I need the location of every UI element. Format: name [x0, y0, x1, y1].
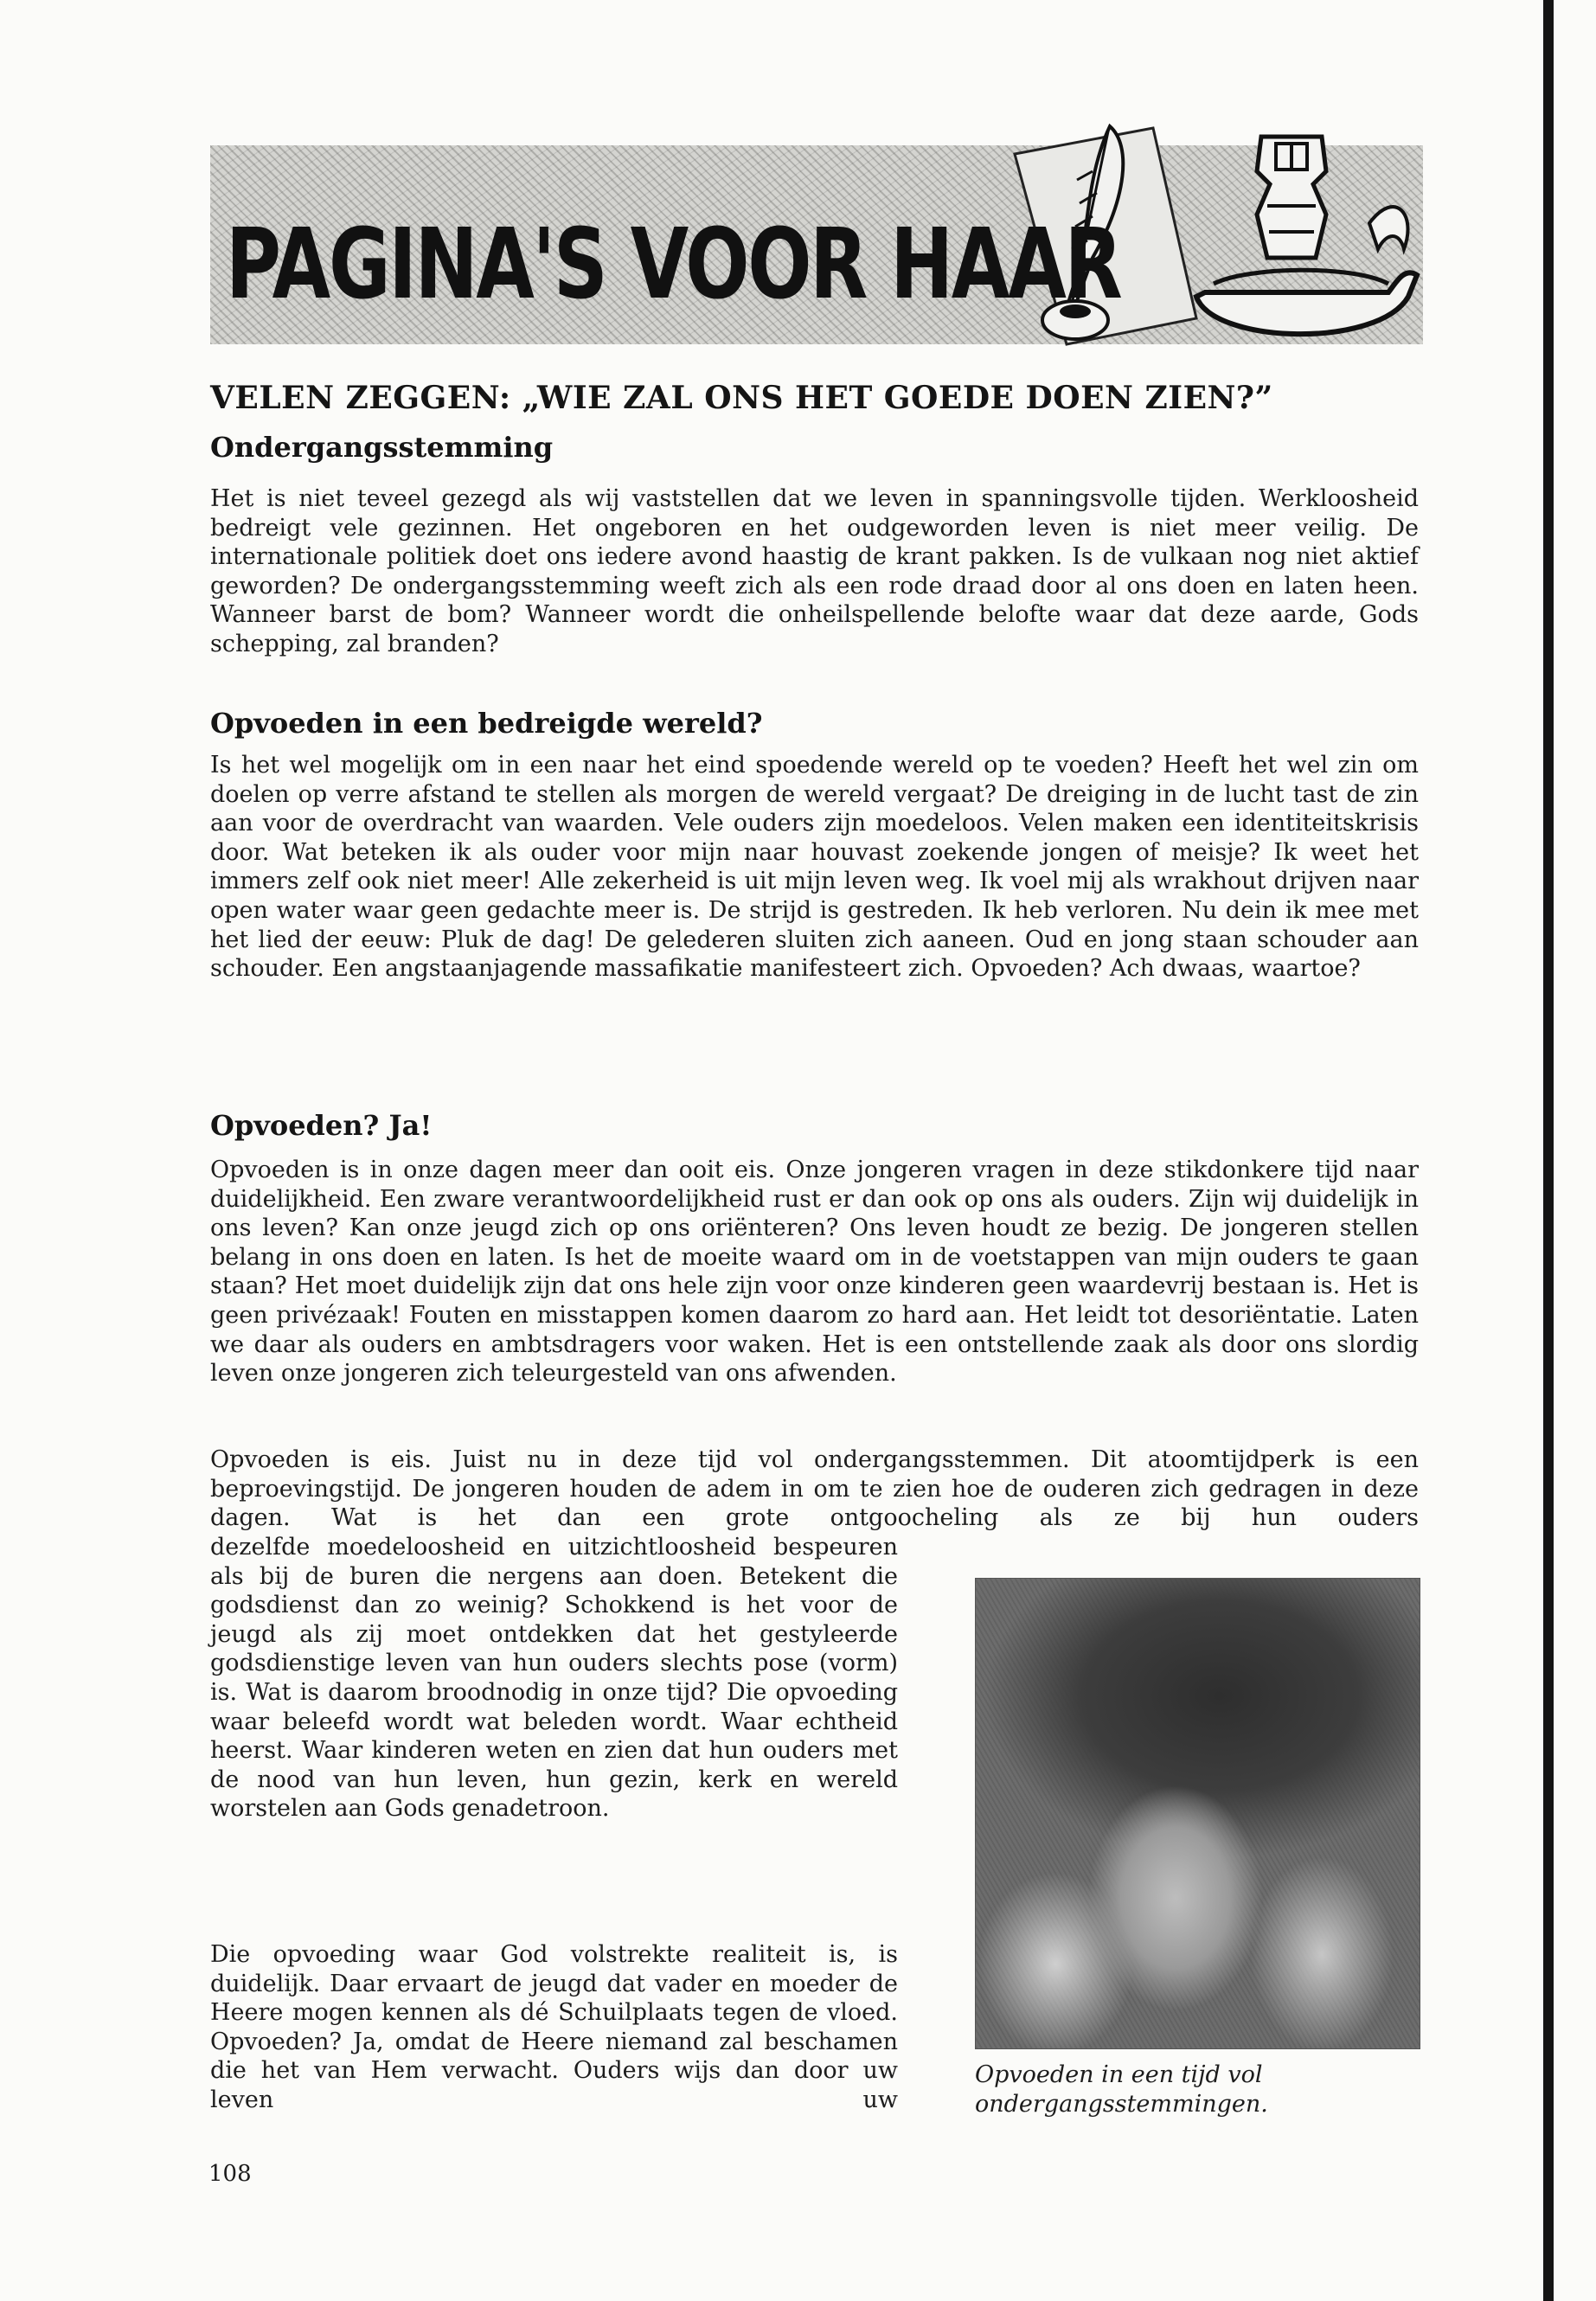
section-heading-bedreigde-wereld: Opvoeden in een bedreigde wereld?	[210, 707, 763, 740]
page-number: 108	[208, 2161, 252, 2187]
oil-lamp-icon	[1196, 137, 1417, 334]
section-banner	[210, 119, 1423, 353]
paragraph-bedreigde-wereld: Is het wel mogelijk om in een naar het eind spoedende wereld op te voeden? Heeft het wel zin om doelen op verre afstand te stellen als morgen de wereld vergaat? De dreiging in de lucht tast de zin aan voor de overdracht van waarden. Vele ouders zijn moedeloos. Velen maken een identiteitskrisis door. Wat beteken ik als ouder voor mijn naar houvast zoekende jongen of meisje? Ik weet het immers zelf ook niet meer! Alle zekerheid is uit mijn leven weg. Ik voel mij als wrakhout drijven naar open water waar geen gedachte meer is. De strijd is gestreden. Ik heb verloren. Nu dein ik mee met het lied der eeuw: Pluk de dag! De gelederen sluiten zich aaneen. Oud en jong staan schouder aan schouder. Een angstaanjagende massafikatie manifesteert zich. Opvoeden? Ach dwaas, waartoe?	[210, 752, 1419, 983]
photo-caption: Opvoeden in een tijd vol ondergangsstemmingen.	[975, 2061, 1268, 2118]
paragraph-ondergangsstemming: Het is niet teveel gezegd als wij vaststellen dat we leven in spanningsvolle tijden. Werkloosheid bedreigt vele gezinnen. Het ongeboren en het oudgeworden leven is niet meer veilig. De internationale politiek doet ons iedere avond haastig de krant pakken. Is de vulkaan nog niet aktief geworden? De ondergangsstemming weeft zich als een rode draad door al ons doen en laten heen. Wanneer barst de bom? Wanneer wordt die onheilspellende belofte waar dat deze aarde, Gods schepping, zal branden?	[210, 485, 1419, 657]
paragraph-opvoeden-ja-2-full: Opvoeden is eis. Juist nu in deze tijd vol ondergangsstemmen. Dit atoomtijdperk is een beproevingstijd. De jongeren houden de adem in om te zien hoe de ouderen zich gedragen in deze dagen. Wat is het dan een grote ontgoocheling als ze bij hun ouders	[210, 1446, 1419, 1532]
banner-title: PAGINA'S VOOR HAAR	[226, 208, 1121, 321]
scan-edge-rule	[1543, 0, 1554, 2301]
paragraph-opvoeden-ja-2-column: dezelfde moedeloosheid en uitzichtloosheid bespeuren als bij de buren die nergens aan doen. Betekent die godsdienst dan zo weinig? Schokkend is het voor de jeugd als zij moet ontdekken dat het gestyleerde godsdienstige leven van hun ouders slechts pose (vorm) is. Wat is daarom broodnodig in onze tijd? Die opvoeding waar beleefd wordt wat beleden wordt. Waar echtheid heerst. Waar kinderen weten en zien dat hun ouders met de nood van hun leven, hun gezin, kerk en wereld worstelen aan Gods genadetroon.	[210, 1534, 898, 1823]
paragraph-opvoeden-ja-1: Opvoeden is in onze dagen meer dan ooit eis. Onze jongeren vragen in deze stikdonkere tijd naar duidelijkheid. Een zware verantwoordelijkheid rust er dan ook op ons als ouders. Zijn wij duidelijk in ons leven? Kan onze jeugd zich op ons oriënteren? Ons leven houdt ze bezig. De jongeren stellen belang in ons doen en laten. Is het de moeite waard om in de voetstappen van mijn ouders te gaan staan? Het moet duidelijk zijn dat ons hele zijn voor onze kinderen geen waardevrij bestaan is. Het is geen privézaak! Fouten en misstappen komen daarom zo hard aan. Het leidt tot desoriëntatie. Laten we daar als ouders en ambtsdragers voor waken. Het is een ontstellende zaak als door ons slordig leven onze jongeren zich teleurgesteld van ons afwenden.	[210, 1157, 1419, 1388]
article-headline: VELEN ZEGGEN: „WIE ZAL ONS HET GOEDE DOEN ZIEN?”	[210, 380, 1273, 416]
section-heading-ondergangsstemming: Ondergangsstemming	[210, 431, 554, 464]
paragraph-opvoeden-ja-3: Die opvoeding waar God volstrekte realiteit is, is duidelijk. Daar ervaart de jeugd dat vader en moeder de Heere mogen kennen als dé Schuilplaats tegen de vloed. Opvoeden? Ja, omdat de Heere niemand zal beschamen die het van Hem verwacht. Ouders wijs dan door uw leven uw	[210, 1941, 898, 2113]
girl-photo	[975, 1578, 1420, 2049]
section-heading-opvoeden-ja: Opvoeden? Ja!	[210, 1109, 433, 1142]
